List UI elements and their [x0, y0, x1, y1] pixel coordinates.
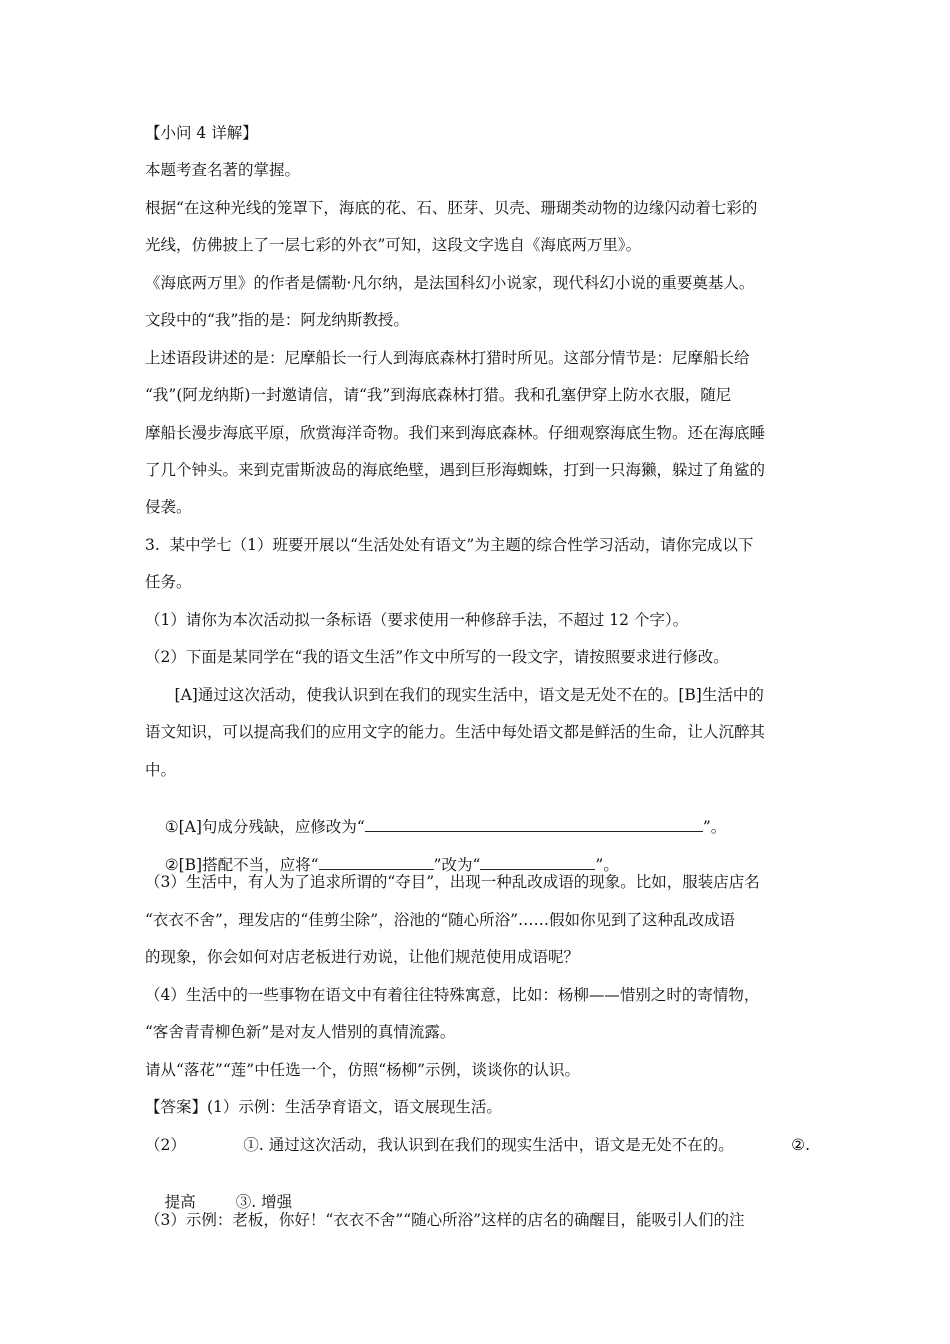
- subquestion-1: （1）请你为本次活动拟一条标语（要求使用一种修辞手法，不超过 12 个字）。: [145, 611, 689, 629]
- subquestion-4: （4）生活中的一些事物在语文中有着往往特殊寓意，比如：杨柳——惜别之时的寄情物，: [145, 986, 760, 1004]
- text-line: 文段中的“我”指的是：阿龙纳斯教授。: [145, 311, 409, 329]
- text-line: 上述语段讲述的是：尼摩船长一行人到海底森林打猎时所见。这部分情节是：尼摩船长给: [145, 349, 750, 367]
- text-line: 的现象，你会如何对店老板进行劝说，让他们规范使用成语呢？: [145, 948, 580, 966]
- answer-blank: [365, 817, 703, 832]
- question-3-line: 3. 某中学七（1）班要开展以“生活处处有语文”为主题的综合性学习活动，请你完成以下: [145, 536, 754, 554]
- text-line: 语文知识，可以提高我们的应用文字的能力。生活中每处语文都是鲜活的生命，让人沉醉其: [145, 723, 766, 741]
- answer-2-line: [145, 1135, 810, 1155]
- answer-3-line: （3）示例：老板，你好！“衣衣不舍”“随心所浴”这样的店名的确醒目，能吸引人们的注: [145, 1211, 745, 1229]
- text-line: 侵袭。: [145, 498, 192, 516]
- answer-2-item-2-marker: ②.: [791, 1136, 810, 1154]
- text-line: 根据“在这种光线的笼罩下，海底的花、石、胚芽、贝壳、珊瑚类动物的边缘闪动着七彩的: [145, 199, 758, 217]
- text-line: 任务。: [145, 573, 192, 591]
- text-line: 摩船长漫步海底平原，欣赏海洋奇物。我们来到海底森林。仔细观察海底生物。还在海底睡: [145, 424, 766, 442]
- fill-prompt: ②[B]搭配不当，应将“: [164, 856, 319, 874]
- text-line: 请从“落花”“莲”中任选一个，仿照“杨柳”示例，谈谈你的认识。: [145, 1061, 581, 1079]
- answer-2-item-1: ①. 通过这次活动，我认识到在我们的现实生活中，语文是无处不在的。: [243, 1136, 734, 1154]
- subquestion-2: （2）下面是某同学在“我的语文生活”作文中所写的一段文字，请按照要求进行修改。: [145, 648, 729, 666]
- answer-2-item-3: ③. 增强: [235, 1193, 293, 1211]
- answer-line: 【答案】(1）示例：生活孕育语文，语文展现生活。: [145, 1098, 502, 1116]
- answer-blank: [319, 855, 434, 870]
- answer-blank: [480, 855, 595, 870]
- fill-suffix: ”。: [595, 856, 619, 874]
- text-line: “衣衣不舍”，理发店的“佳剪尘除”，浴池的“随心所浴”……假如你见到了这种乱改成语: [145, 911, 736, 929]
- text-line: 光线，仿佛披上了一层七彩的外衣”可知，这段文字选自《海底两万里》。: [145, 236, 642, 254]
- text-line: 本题考查名著的掌握。: [145, 161, 301, 179]
- answer-2-label: （2）: [145, 1136, 186, 1154]
- fill-middle: ”改为“: [433, 856, 481, 874]
- subquestion-3: （3）生活中，有人为了追求所谓的“夺目”，出现一种乱改成语的现象。比如，服装店店名: [145, 873, 760, 891]
- text-line: “我”(阿龙纳斯)一封邀请信，请“我”到海底森林打猎。我和孔塞伊穿上防水衣服，随尼: [145, 386, 732, 404]
- text-line: 了几个钟头。来到克雷斯波岛的海底绝壁，遇到巨形海蜘蛛，打到一只海獭，躲过了角鲨的: [145, 461, 766, 479]
- fill-prompt: ①[A]句成分残缺，应修改为“: [164, 818, 365, 836]
- text-line: 中。: [145, 761, 177, 779]
- section-heading: 【小问 4 详解】: [145, 124, 258, 142]
- text-line: [A]通过这次活动，使我认识到在我们的现实生活中，语文是无处不在的。[B]生活中的: [145, 686, 764, 704]
- text-line: 《海底两万里》的作者是儒勒·凡尔纳，是法国科幻小说家，现代科幻小说的重要奠基人。: [145, 274, 755, 292]
- text-line: “客舍青青柳色新”是对友人惜别的真情流露。: [145, 1023, 456, 1041]
- fill-suffix: ”。: [702, 818, 727, 836]
- answer-2-item-2: 提高: [164, 1193, 196, 1211]
